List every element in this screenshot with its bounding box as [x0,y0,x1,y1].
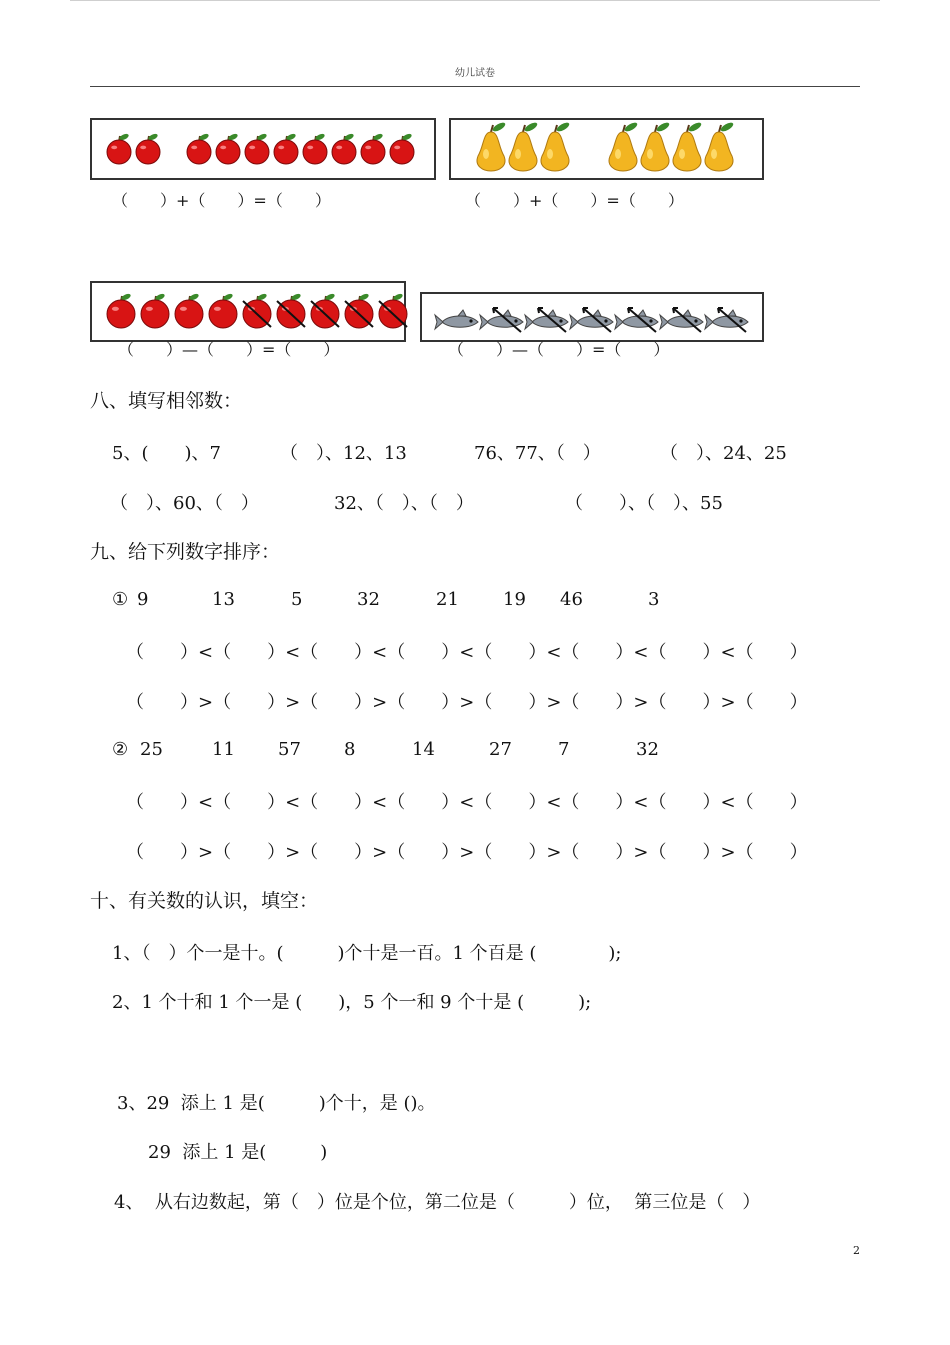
page-header: 幼儿试卷 [455,68,495,79]
set2-number: 8 [344,739,356,760]
pear-icon [673,121,703,171]
set2-number: 32 [636,739,659,760]
fish-sub-box [420,292,764,342]
apple-icon [390,133,414,164]
set2-number: 25 [140,739,163,760]
question-2[interactable]: 2、1 个十和 1 个一是 ( )，5 个一和 9 个十是 ( ); [112,992,592,1013]
fish-icon [705,308,748,332]
set1-label: ① [112,589,129,610]
pear-add-picture [451,120,766,182]
fish-icon [570,308,613,332]
section-9-title: 九、给下列数字排序： [90,541,281,563]
apple-icon [345,293,373,328]
pear-addition-equation[interactable]: （ ）+（ ）=（ ） [465,191,684,210]
set2-number: 57 [278,739,301,760]
top-border-line [70,0,880,1]
apple-add-picture [92,120,438,182]
apple-icon [303,133,327,164]
question-3[interactable]: 3、29 添上 1 是( )个十，是 ()。 [117,1093,436,1114]
apple-icon [274,133,298,164]
question-4[interactable]: 4、 从右边数起，第（ ）位是个位，第二位是（ ）位， 第三位是（ ） [114,1192,761,1213]
pear-icon [541,121,571,171]
apple-subtraction-equation[interactable]: （ ）—（ ）=（ ） [118,340,340,359]
set2-number: 14 [412,739,435,760]
page-number: 2 [853,1244,860,1257]
apple-icon [277,293,305,328]
fish-icon [525,308,568,332]
set2-greater-than-row[interactable]: （ ）>（ ）>（ ）>（ ）>（ ）>（ ）>（ ）>（ ） [126,842,808,863]
neighbor-item-6[interactable]: 32、（ ）、（ ） [334,493,474,514]
set2-label: ② [112,739,129,760]
question-1[interactable]: 1、（ ）个一是十。( )个十是一百。1 个百是 ( ); [112,943,622,964]
header-rule [90,86,860,87]
fish-icon [480,308,523,332]
pear-icon [609,121,639,171]
section-10-title: 十、有关数的认识，填空： [90,890,319,912]
apple-sub-picture [92,283,408,344]
apple-icon [243,293,271,328]
set2-number: 7 [558,739,570,760]
apple-icon [361,133,385,164]
set1-number: 46 [560,589,583,610]
neighbor-item-5[interactable]: （ ）、60、（ ） [110,493,259,514]
set2-less-than-row[interactable]: （ ）<（ ）<（ ）<（ ）<（ ）<（ ）<（ ）<（ ） [126,792,808,813]
set1-less-than-row[interactable]: （ ）<（ ）<（ ）<（ ）<（ ）<（ ）<（ ）<（ ） [126,642,808,663]
apple-icon [187,133,211,164]
apple-add-box [90,118,436,180]
apple-icon [141,293,169,328]
pear-icon [641,121,671,171]
apple-icon [379,293,407,328]
pear-icon [477,121,507,171]
set2-number: 27 [489,739,512,760]
section-8-title: 八、填写相邻数： [90,390,243,412]
apple-icon [216,133,240,164]
apple-icon [245,133,269,164]
apple-sub-box [90,281,406,342]
apple-icon [136,133,160,164]
pear-icon [705,121,735,171]
set1-number: 21 [436,589,459,610]
apple-icon [332,133,356,164]
apple-icon [107,293,135,328]
set1-greater-than-row[interactable]: （ ）>（ ）>（ ）>（ ）>（ ）>（ ）>（ ）>（ ） [126,692,808,713]
pear-add-box [449,118,764,180]
set1-number: 5 [291,589,303,610]
set2-number: 11 [212,739,235,760]
apple-icon [209,293,237,328]
pear-icon [509,121,539,171]
apple-addition-equation[interactable]: （ ）+（ ）=（ ） [112,191,331,210]
apple-icon [311,293,339,328]
fish-icon [660,308,703,332]
apple-icon [175,293,203,328]
fish-icon [435,310,478,329]
set1-number: 19 [503,589,526,610]
neighbor-item-7[interactable]: （ ）、（ ）、55 [565,493,723,514]
neighbor-item-2[interactable]: （ ）、12、13 [280,443,407,464]
neighbor-item-4[interactable]: （ ）、24、25 [660,443,787,464]
fish-icon [615,308,658,332]
neighbor-item-3[interactable]: 76、77、（ ） [474,443,601,464]
neighbor-item-1[interactable]: 5、( )、7 [112,443,221,464]
set1-number: 32 [357,589,380,610]
set1-number: 13 [212,589,235,610]
set1-number: 9 [137,589,149,610]
question-3b[interactable]: 29 添上 1 是( ) [148,1142,328,1163]
set1-number: 3 [648,589,660,610]
fish-subtraction-equation[interactable]: （ ）—（ ）=（ ） [448,340,670,359]
apple-icon [107,133,131,164]
